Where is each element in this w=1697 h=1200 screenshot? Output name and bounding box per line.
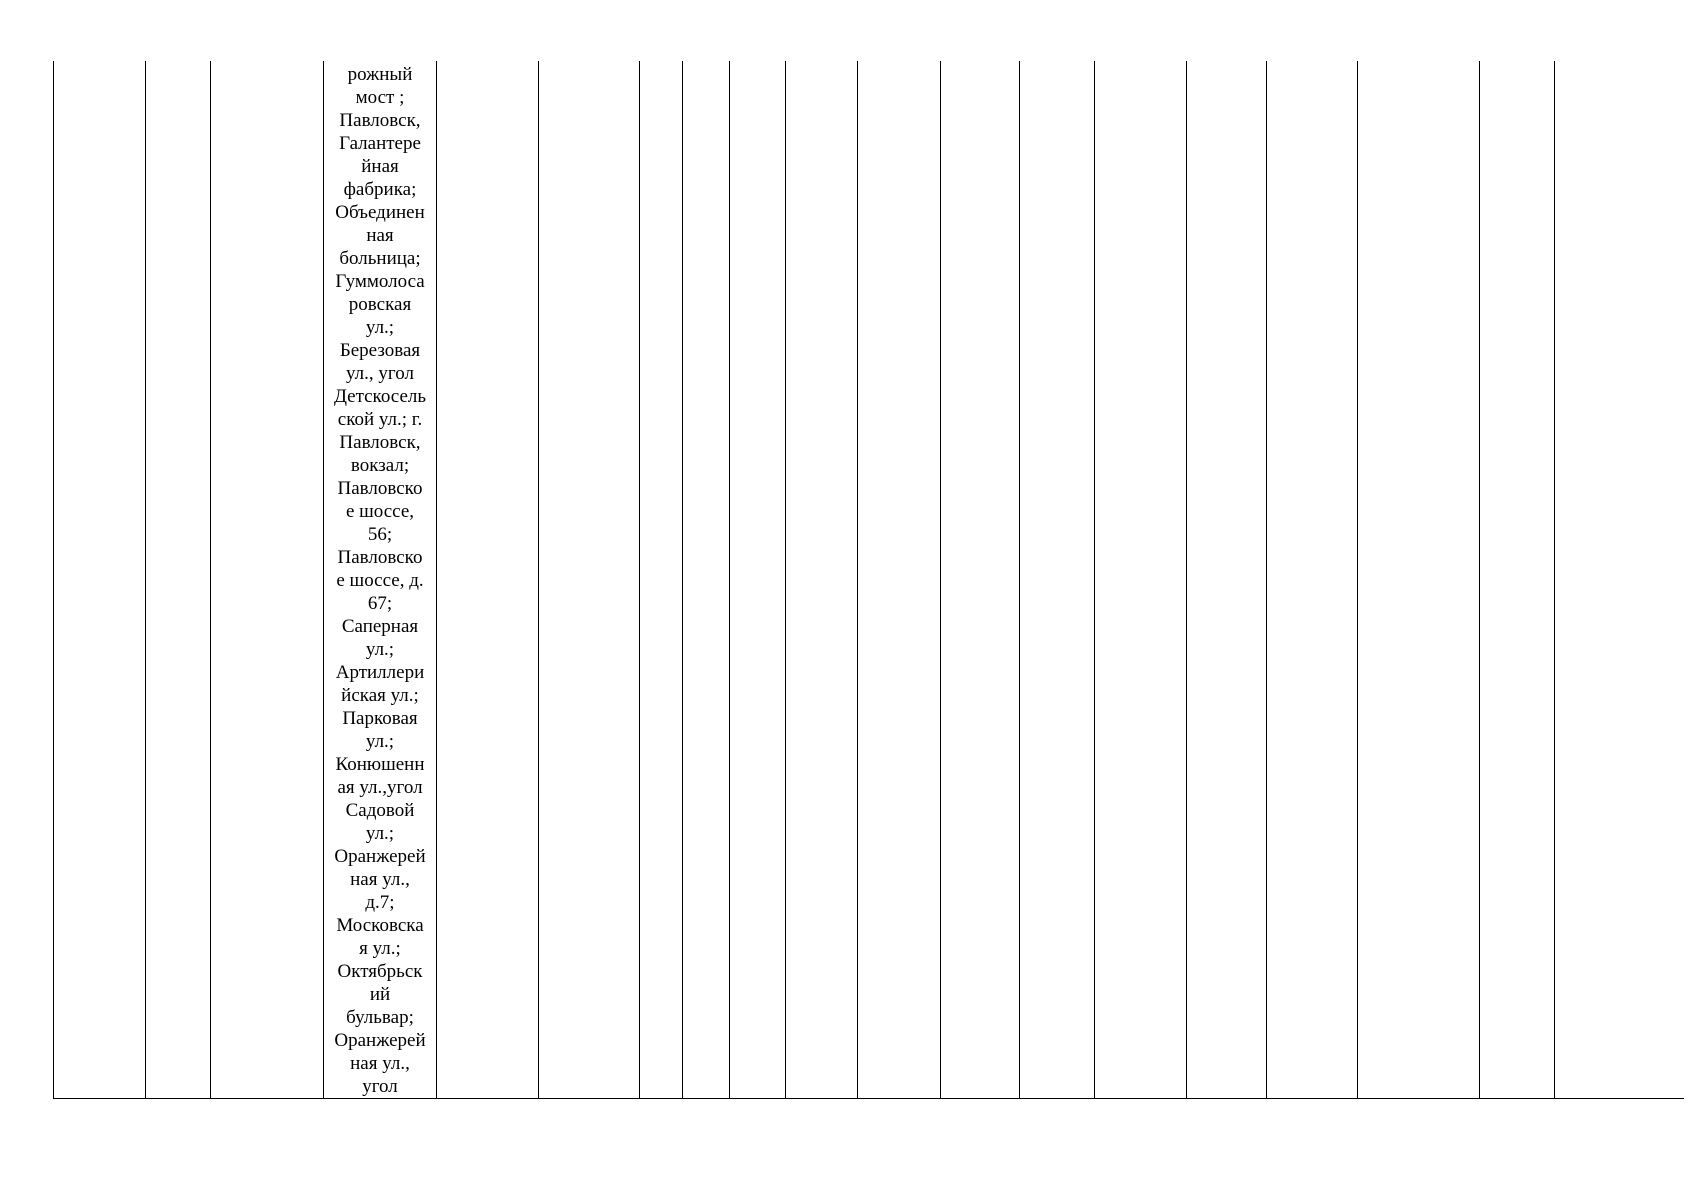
stops-line: Павловск,	[339, 432, 421, 453]
table-cell-col-19	[1555, 61, 1684, 1099]
stops-line: ул., угол	[346, 363, 414, 384]
stops-line: Оранжерей	[334, 846, 426, 867]
stops-line: 67;	[367, 593, 393, 614]
table-cell-col-1	[54, 61, 146, 1099]
stops-line: угол	[362, 1076, 398, 1097]
stops-line: Садовой	[345, 800, 415, 821]
stops-line: д.7;	[365, 892, 395, 913]
stops-line: ная	[366, 225, 394, 246]
stops-line: Объединен	[335, 202, 425, 223]
stops-line: ная ул.,	[350, 1053, 410, 1074]
stops-line: ул.;	[365, 317, 395, 338]
stops-line: Октябрьск	[337, 961, 423, 982]
stops-line: е шоссе, д.	[336, 570, 424, 591]
table-cell-col-18	[1480, 61, 1555, 1099]
table-cell-col-6	[539, 61, 640, 1099]
stops-line: ул.;	[365, 823, 395, 844]
stops-line: 56;	[367, 524, 393, 545]
stops-line: Московска	[336, 915, 424, 936]
table-cell-col-10	[786, 61, 858, 1099]
stops-line: вокзал;	[350, 455, 410, 476]
stops-line: Гуммолоса	[335, 271, 425, 292]
stops-line: ая ул.,угол	[337, 777, 423, 798]
table-cell-col-9	[730, 61, 786, 1099]
stops-line: фабрика;	[343, 179, 417, 200]
stops-line: йская ул.;	[341, 685, 419, 706]
stops-line: больница;	[339, 248, 421, 269]
stops-line: Артиллери	[335, 662, 425, 683]
table-row	[54, 61, 1684, 1099]
table-cell-col-13	[1020, 61, 1095, 1099]
stops-line: Саперная	[341, 616, 419, 637]
stops-line: е шоссе,	[345, 501, 415, 522]
table-cell-col-16	[1267, 61, 1358, 1099]
stops-line: ул.;	[365, 731, 395, 752]
route-stops-table	[53, 61, 1684, 1099]
stops-line: ской ул.; г.	[337, 409, 423, 430]
table-cell-col-2	[146, 61, 211, 1099]
stops-line: йная	[361, 156, 399, 177]
stops-line: я ул.;	[359, 938, 401, 959]
stops-list-text	[324, 63, 436, 1098]
stops-line: Березовая	[339, 340, 421, 361]
stops-line: Парковая	[342, 708, 418, 729]
stops-line: Павловско	[337, 547, 423, 568]
stops-line: Конюшенн	[335, 754, 425, 775]
stops-line: Оранжерей	[334, 1030, 426, 1051]
stops-line: рожный	[347, 64, 413, 85]
stops-line: Галантере	[339, 133, 421, 154]
stops-line: Детскосель	[333, 386, 427, 407]
stops-line: ул.;	[365, 639, 395, 660]
table-cell-col-17	[1358, 61, 1480, 1099]
table-cell-col-11	[858, 61, 941, 1099]
stops-line: ная ул.,	[350, 869, 410, 890]
table-cell-col-14	[1095, 61, 1187, 1099]
stops-line: ровская	[348, 294, 412, 315]
stops-line: бульвар;	[346, 1007, 414, 1028]
table-cell-col-12	[941, 61, 1020, 1099]
table-cell-col-8	[683, 61, 730, 1099]
stops-line: ий	[369, 984, 391, 1005]
table-cell-stops	[324, 61, 437, 1099]
stops-line: мост ;	[355, 87, 405, 108]
stops-line: Павловск,	[339, 110, 421, 131]
table-cell-col-7	[640, 61, 683, 1099]
table-cell-col-15	[1187, 61, 1267, 1099]
stops-line: Павловско	[337, 478, 423, 499]
table-cell-col-5	[437, 61, 539, 1099]
table-cell-col-3	[211, 61, 324, 1099]
